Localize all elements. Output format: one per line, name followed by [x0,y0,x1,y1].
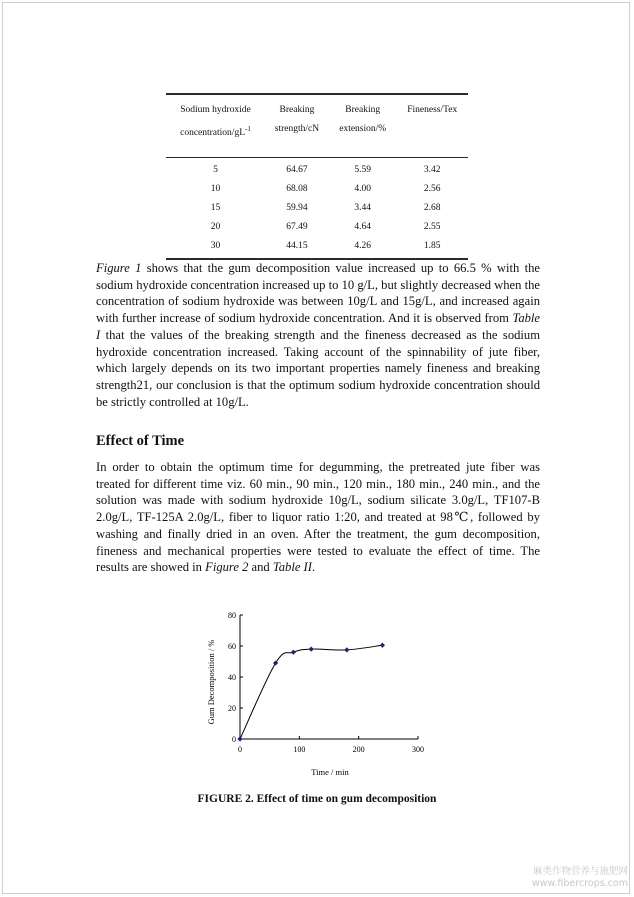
x-tick-label: 100 [293,745,306,754]
y-tick-label: 80 [228,611,236,620]
table-cell: 2.68 [423,203,441,214]
figure-reference: Figure 1 [96,261,142,275]
table-cell: 67.49 [286,222,308,233]
section-heading: Effect of Time [96,433,185,449]
table-cell: 2.56 [423,184,441,195]
table-cell: 1.85 [423,241,441,252]
y-ticks [228,611,243,744]
x-tick-label: 200 [352,745,365,754]
table-cell: 4.00 [354,184,372,195]
table-cell: 3.44 [354,203,372,214]
y-tick-label: 60 [228,642,236,651]
table-header-row [166,94,468,158]
table-reference: Table I [96,311,540,342]
table-cell: 59.94 [286,203,308,214]
data-point [309,647,314,652]
table-cell: 64.67 [286,165,308,176]
watermark-url: www.fibercrops.com [531,878,628,889]
figure-caption: FIGURE 2. Effect of time on gum decomposition [197,793,437,805]
watermark-site-name: 麻类作物营养与施肥网 [532,866,628,877]
y-axis-label: Gum Decomposition / % [206,639,216,725]
series-line [240,645,382,739]
table-cell: 10 [210,184,221,195]
table-cell: 2.55 [423,222,441,233]
gum-decomposition-chart [200,605,440,785]
col-header-fineness: Fineness/Tex [407,105,458,115]
table-row [166,218,468,237]
data-point [380,643,385,648]
paragraph-naoh-discussion: Figure 1 shows that the gum decomposition value increased up to 66.5 % with the sodium hydroxide concentration increased up to 10 g/L, but slightly decreased when the concentration of sodium hydroxide was between 10g/L and 15g/L, and increased again with further increase of sodium hydroxide concentration. And it is observed from Table I that the values of the breaking strength and the fineness decreased as the sodium hydroxide concentration increased. Taking account of the spinnability of jute fiber, which largely depends on its two important properties namely fineness and breaking strength21, our conclusion is that the optimum sodium hydroxide concentration should be strictly controlled at 10g/L. [96,261,540,409]
table-row [166,158,468,181]
table-cell: 4.64 [354,222,372,233]
table-cell: 5 [213,165,218,176]
y-tick-label: 40 [228,673,236,682]
series-points [237,643,385,742]
results-table [166,93,468,260]
table-cell: 68.08 [286,184,308,195]
table-row [166,180,468,199]
data-point [291,650,296,655]
table-reference: Table II [272,560,312,575]
table-cell: 44.15 [286,241,308,252]
y-tick-label: 0 [232,735,236,744]
table-row [166,237,468,259]
y-tick-label: 20 [228,704,236,713]
data-point [344,647,349,652]
table-cell: 4.26 [354,241,372,252]
table-cell: 5.59 [354,165,372,176]
site-watermark [532,866,628,890]
chart-axes [240,615,418,739]
table-cell: 15 [210,203,221,214]
x-tick-label: 0 [238,745,242,754]
x-tick-label: 300 [412,745,424,754]
x-axis-label: Time / min [311,767,349,777]
table-cell: 20 [210,222,221,233]
paragraph-time-method: In order to obtain the optimum time for degumming, the pretreated jute fiber was treated for different time viz. 60 min., 90 min., 120 min., 180 min., 240 min., and the solution was made with sodium hydroxide 10g/L, sodium silicate 3.0g/L, TF107-B 2.0g/L, TF-125A 2.0g/L, fiber to liquor ratio 1:20, and treated at 98℃, followed by washing and finally dried in an oven. After the treatment, the gum decomposition, fineness and mechanical properties were tested to evaluate the effect of time. The results are showed in Figure 2 and Table II. [96,460,540,575]
data-point [237,736,242,741]
data-point [273,660,278,665]
table-cell: 30 [210,241,221,252]
col-header-concentration: Sodium hydroxide concentration/$gL^{-1}$ [180,105,251,139]
col-header-extension: Breaking extension/% [339,105,387,134]
table-row [166,199,468,218]
table-cell: 3.42 [423,165,441,176]
col-header-strength: Breaking strength/cN [274,105,320,134]
figure-reference: Figure 2 [205,560,249,575]
